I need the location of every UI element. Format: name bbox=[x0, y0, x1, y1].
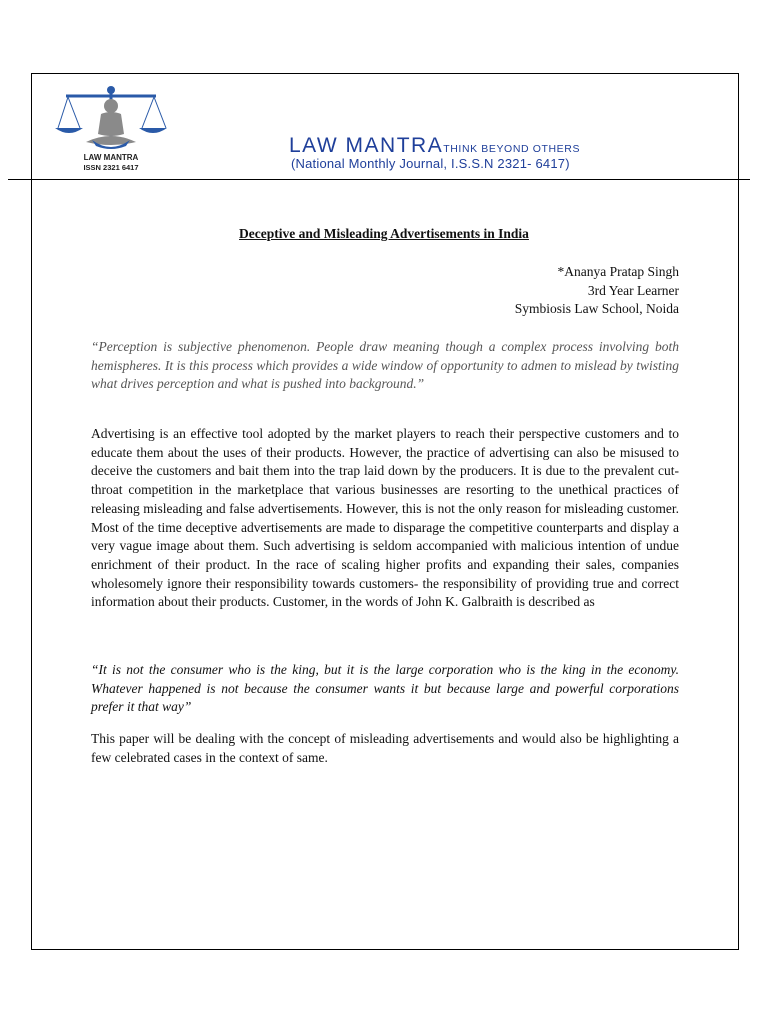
journal-subtitle: (National Monthly Journal, I.S.S.N 2321- 6417) bbox=[291, 156, 570, 171]
masthead-title-line bbox=[289, 134, 580, 158]
author-name: *Ananya Pratap Singh bbox=[557, 264, 679, 279]
law-mantra-logo bbox=[52, 82, 170, 174]
galbraith-quote: “It is not the consumer who is the king, but it is the large corporation who is the king in the economy. Whatever happened is not because the consumer wants it but because large and powerful corporations prefer it that way” bbox=[91, 662, 679, 715]
body-paragraph-2: This paper will be dealing with the concept of misleading advertisements and would also be highlighting a few celebrated cases in the context of same. bbox=[91, 731, 679, 765]
journal-tagline: THINK BEYOND OTHERS bbox=[443, 143, 581, 155]
author-block bbox=[515, 263, 679, 319]
body-paragraph-1: Advertising is an effective tool adopted by the market players to reach their perspective customers and to educate them about the uses of their products. However, the practice of advertising can also be misused to deceive the customers and bait them into the trap laid down by the producers. It is due to the prevalent cut-throat competition in the marketplace that various businesses are resorting to the unethical practices of releasing misleading and false advertisements. However, this is not the only reason for misleading customer. Most of the time deceptive advertisements are made to disparage the competitive counterparts and display a very vague image about them. Such advertising is seldom accompanied with malicious intention of undue enrichment of their product. In the race of scaling higher profits and expanding their sales, companies wholesomely ignore their responsibility towards customers- the responsibility of providing true and correct information about their products. Customer, in the words of John K. Galbraith is described as bbox=[91, 426, 679, 610]
epigraph: “Perception is subjective phenomenon. People draw meaning though a complex process involving both hemispheres. It is this process which provides a wide window of opportunity to admen to mislead by twisting what drives perception and what is pushed into background.” bbox=[91, 339, 679, 391]
author-school: Symbiosis Law School, Noida bbox=[514, 301, 679, 316]
article-title: Deceptive and Misleading Advertisements in India bbox=[239, 226, 529, 241]
author-year: 3rd Year Learner bbox=[587, 282, 679, 298]
logo-title-text: LAW MANTRA bbox=[83, 153, 139, 162]
logo-issn-text: ISSN 2321 6417 bbox=[83, 163, 139, 172]
header-rule bbox=[8, 179, 750, 180]
journal-name: LAW MANTRA bbox=[289, 134, 444, 157]
